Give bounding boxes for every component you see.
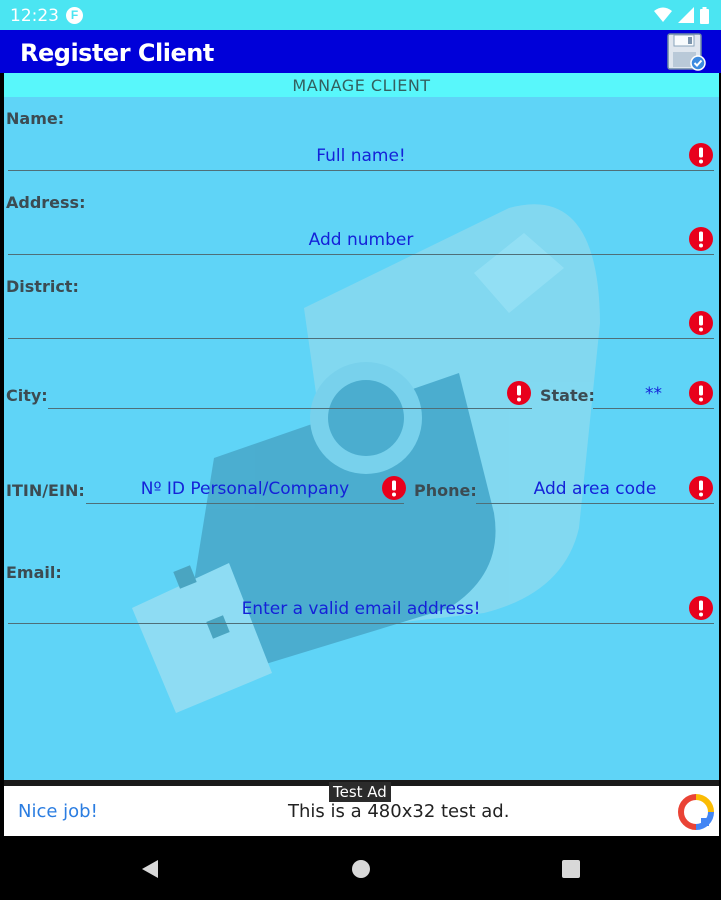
navigation-bar xyxy=(0,836,721,900)
usb-drive-watermark xyxy=(4,73,719,780)
error-icon xyxy=(689,227,713,251)
status-bar xyxy=(0,0,721,30)
status-time: 12:23 xyxy=(10,6,59,26)
error-icon xyxy=(382,476,406,500)
status-icons xyxy=(654,7,709,23)
battery-icon xyxy=(700,7,709,24)
ad-text: This is a 480x32 test ad. xyxy=(288,801,510,822)
address-input[interactable]: Add number xyxy=(8,225,714,255)
state-input[interactable]: ** xyxy=(593,379,714,409)
error-icon xyxy=(689,596,713,620)
error-icon xyxy=(689,311,713,335)
state-label: State: xyxy=(540,386,595,405)
home-icon[interactable] xyxy=(350,858,372,880)
address-label: Address: xyxy=(6,193,86,212)
district-label: District: xyxy=(6,277,79,296)
ad-logo-icon xyxy=(678,794,714,830)
recents-icon[interactable] xyxy=(560,858,582,880)
signal-icon xyxy=(678,7,694,23)
email-input[interactable]: Enter a valid email address! xyxy=(8,594,714,624)
error-icon xyxy=(689,381,713,405)
save-icon[interactable] xyxy=(665,32,707,72)
district-input[interactable] xyxy=(8,309,714,339)
error-icon xyxy=(689,476,713,500)
ad-badge: Test Ad xyxy=(329,782,391,802)
name-input[interactable]: Full name! xyxy=(8,141,714,171)
email-label: Email: xyxy=(6,563,62,582)
app-bar xyxy=(0,30,721,73)
notification-icon: F xyxy=(66,7,83,24)
city-label: City: xyxy=(6,386,48,405)
city-input[interactable] xyxy=(48,379,532,409)
itin-label: ITIN/EIN: xyxy=(6,481,85,500)
itin-input[interactable]: Nº ID Personal/Company xyxy=(86,474,404,504)
phone-input[interactable]: Add area code xyxy=(476,474,714,504)
ad-headline[interactable]: Nice job! xyxy=(18,801,98,822)
error-icon xyxy=(689,143,713,167)
form-content xyxy=(4,73,719,780)
section-header: MANAGE CLIENT xyxy=(4,73,719,97)
wifi-icon xyxy=(654,7,672,23)
error-icon xyxy=(507,381,531,405)
name-label: Name: xyxy=(6,109,65,128)
page-title: Register Client xyxy=(20,39,214,67)
back-icon[interactable] xyxy=(139,858,161,880)
phone-label: Phone: xyxy=(414,481,477,500)
ad-banner[interactable] xyxy=(4,780,719,836)
